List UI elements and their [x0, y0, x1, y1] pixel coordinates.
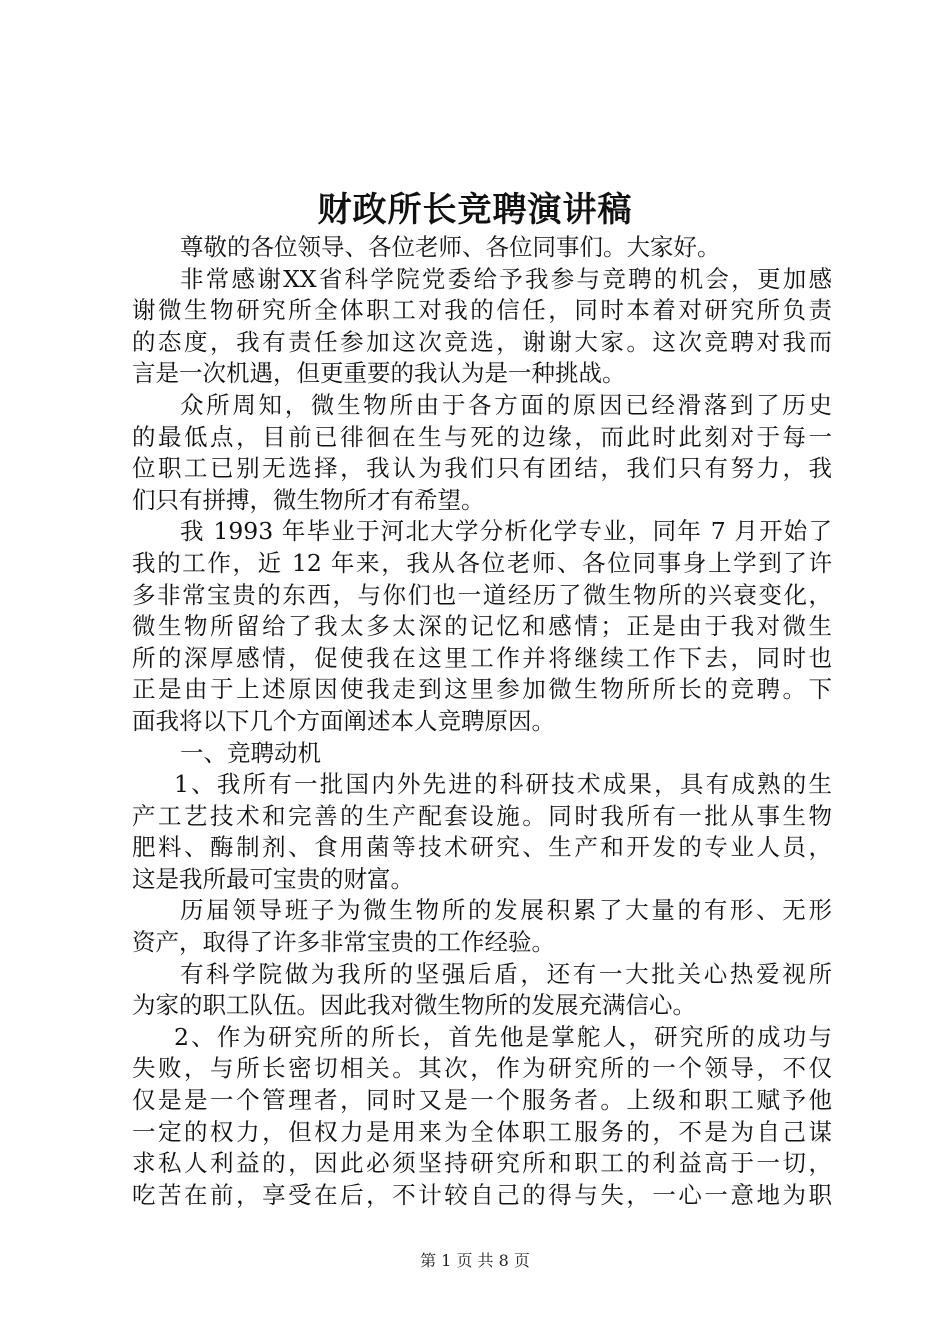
paragraph-line: 1、我所有一批国内外先进的科研技术成果，具有成熟的生 — [174, 770, 832, 799]
paragraph-line: 正是由于上述原因使我走到这里参加微生物所所长的竞聘。下 — [132, 675, 832, 704]
paragraph-line: 我的工作，近 12 年来，我从各位老师、各位同事身上学到了许 — [132, 548, 832, 577]
document-title: 财政所长竞聘演讲稿 — [317, 190, 633, 230]
paragraph-line: 我 1993 年毕业于河北大学分析化学专业，同年 7 月开始了 — [180, 517, 832, 546]
paragraph-line: 多非常宝贵的东西，与你们也一道经历了微生物所的兴衰变化， — [132, 580, 832, 609]
paragraph-line: 所的深厚感情，促使我在这里工作并将继续工作下去，同时也 — [132, 643, 832, 672]
document-body — [132, 232, 832, 1211]
paragraph-line: 言是一次机遇，但更重要的我认为是一种挑战。 — [132, 359, 626, 388]
paragraph-line: 吃苦在前，享受在后，不计较自己的得与失，一心一意地为职 — [132, 1180, 832, 1209]
paragraph-line: 求私人利益的，因此必须坚持研究所和职工的利益高于一切， — [132, 1149, 832, 1178]
paragraph-line: 产工艺技术和完善的生产配套设施。同时我所有一批从事生物 — [132, 801, 832, 830]
section-heading: 一、竞聘动机 — [180, 738, 321, 767]
paragraph-line: 这是我所最可宝贵的财富。 — [132, 864, 414, 893]
paragraph-line: 失败，与所长密切相关。其次，作为研究所的一个领导，不仅 — [132, 1054, 832, 1083]
paragraph-line: 资产，取得了许多非常宝贵的工作经验。 — [132, 928, 555, 957]
paragraph-line: 历届领导班子为微生物所的发展积累了大量的有形、无形 — [180, 896, 832, 925]
paragraph-line: 肥料、酶制剂、食用菌等技术研究、生产和开发的专业人员， — [132, 833, 832, 862]
paragraph-line: 的态度，我有责任参加这次竞选，谢谢大家。这次竞聘对我而 — [132, 327, 832, 356]
paragraph-line: 谢微生物研究所全体职工对我的信任，同时本着对研究所负责 — [132, 296, 832, 325]
paragraph-line: 一定的权力，但权力是用来为全体职工服务的，不是为自己谋 — [132, 1117, 832, 1146]
paragraph-line: 尊敬的各位领导、各位老师、各位同事们。大家好。 — [180, 233, 721, 261]
paragraph-line: 面我将以下几个方面阐述本人竞聘原因。 — [132, 706, 555, 735]
paragraph-line: 微生物所留给了我太多太深的记忆和感情；正是由于我对微生 — [132, 612, 832, 641]
paragraph-line: 们只有拼搏，微生物所才有希望。 — [132, 485, 485, 514]
paragraph-line: 仅是是一个管理者，同时又是一个服务者。上级和职工赋予他 — [132, 1086, 832, 1115]
paragraph-line: 位职工已别无选择，我认为我们只有团结，我们只有努力，我 — [132, 454, 832, 483]
paragraph-line: 2、作为研究所的所长，首先他是掌舵人，研究所的成功与 — [174, 1022, 832, 1051]
paragraph-line: 非常感谢XX省科学院党委给予我参与竞聘的机会，更加感 — [180, 264, 832, 293]
paragraph-line: 有科学院做为我所的坚强后盾，还有一大批关心热爱视所 — [180, 959, 832, 988]
page-footer: 第 1 页 共 8 页 — [420, 1251, 530, 1270]
paragraph-line: 的最低点，目前已徘徊在生与死的边缘，而此时此刻对于每一 — [132, 422, 832, 451]
paragraph-line: 为家的职工队伍。因此我对微生物所的发展充满信心。 — [132, 991, 696, 1020]
paragraph-line: 众所周知，微生物所由于各方面的原因已经滑落到了历史 — [180, 390, 832, 419]
